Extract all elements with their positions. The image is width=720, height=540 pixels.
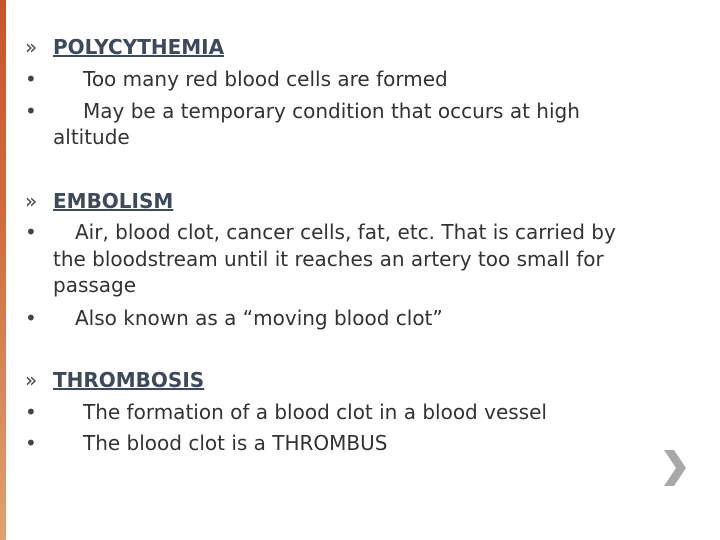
bullet-continuation: the bloodstream until it reaches an artery too small for (53, 247, 604, 271)
heading-marker: » (25, 189, 38, 213)
bullet-text: The blood clot is a THROMBUS (83, 431, 388, 455)
bullet-text: Too many red blood cells are formed (83, 67, 448, 91)
heading-text: THROMBOSIS (53, 368, 205, 392)
bullet-text: May be a temporary condition that occurs at high (83, 99, 580, 123)
section-heading-thrombosis (25, 367, 204, 393)
section-heading-polycythemia (25, 34, 224, 60)
heading-marker: » (25, 368, 38, 392)
heading-marker: » (25, 35, 38, 59)
bullet-text: The formation of a blood clot in a blood vessel (83, 400, 547, 424)
next-slide-chevron-icon[interactable] (662, 448, 688, 488)
bullet-item (25, 219, 616, 245)
bullet-text: Also known as a “moving blood clot” (75, 306, 443, 330)
bullet-continuation: passage (53, 273, 137, 297)
bullet-item (25, 66, 448, 92)
heading-text: POLYCYTHEMIA (53, 35, 225, 59)
bullet-marker: • (25, 67, 37, 91)
bullet-marker: • (25, 400, 37, 424)
bullet-marker: • (25, 220, 37, 244)
bullet-item (25, 305, 443, 331)
bullet-item (25, 98, 580, 124)
bullet-item (25, 430, 387, 456)
section-heading-embolism (25, 188, 173, 214)
bullet-marker: • (25, 306, 37, 330)
heading-text: EMBOLISM (53, 189, 174, 213)
bullet-continuation: altitude (53, 125, 130, 149)
bullet-marker: • (25, 99, 37, 123)
bullet-marker: • (25, 431, 37, 455)
bullet-item (25, 399, 547, 425)
bullet-text: Air, blood clot, cancer cells, fat, etc. That is carried by (75, 220, 616, 244)
